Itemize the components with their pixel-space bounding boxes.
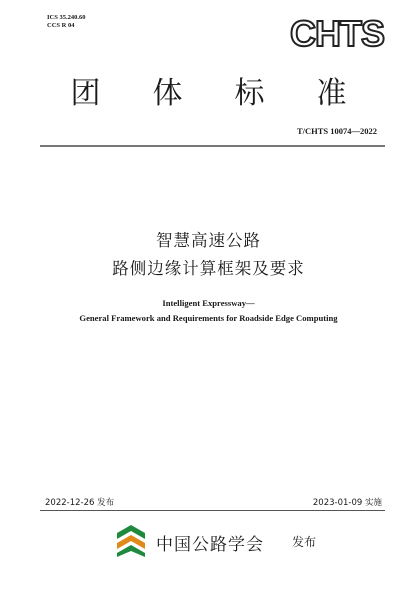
ics-ccs-codes — [47, 14, 85, 30]
standard-type-char: 标 — [234, 76, 265, 111]
standard-type-heading — [0, 76, 417, 112]
publish-label: 发布 — [292, 535, 317, 549]
china-highway-society-logo-icon — [116, 524, 146, 558]
title-cn-line1: 智慧高速公路 — [156, 231, 261, 250]
ccs-code: CCS R 04 — [47, 22, 75, 29]
chts-logo: CHTS — [290, 13, 384, 54]
standard-number: T/CHTS 10074—2022 — [296, 126, 377, 136]
top-divider — [40, 145, 385, 147]
standard-type-char: 体 — [152, 76, 183, 111]
logo-green-base — [117, 545, 145, 557]
issue-date: 2022-12-26 发布 — [45, 498, 115, 508]
standard-type-char: 团 — [70, 76, 101, 111]
title-en-line2: General Framework and Requirements for Roadside Edge Computing — [79, 313, 338, 323]
standard-type-char: 准 — [316, 76, 347, 111]
title-en-line1: Intelligent Expressway— — [162, 298, 255, 308]
implement-date: 2023-01-09 实施 — [312, 498, 382, 508]
organization-name: 中国公路学会 — [156, 535, 264, 555]
title-cn-line2: 路侧边缘计算框架及要求 — [112, 259, 305, 278]
ics-code: ICS 35.240.60 — [47, 14, 86, 21]
bottom-divider — [40, 510, 385, 511]
